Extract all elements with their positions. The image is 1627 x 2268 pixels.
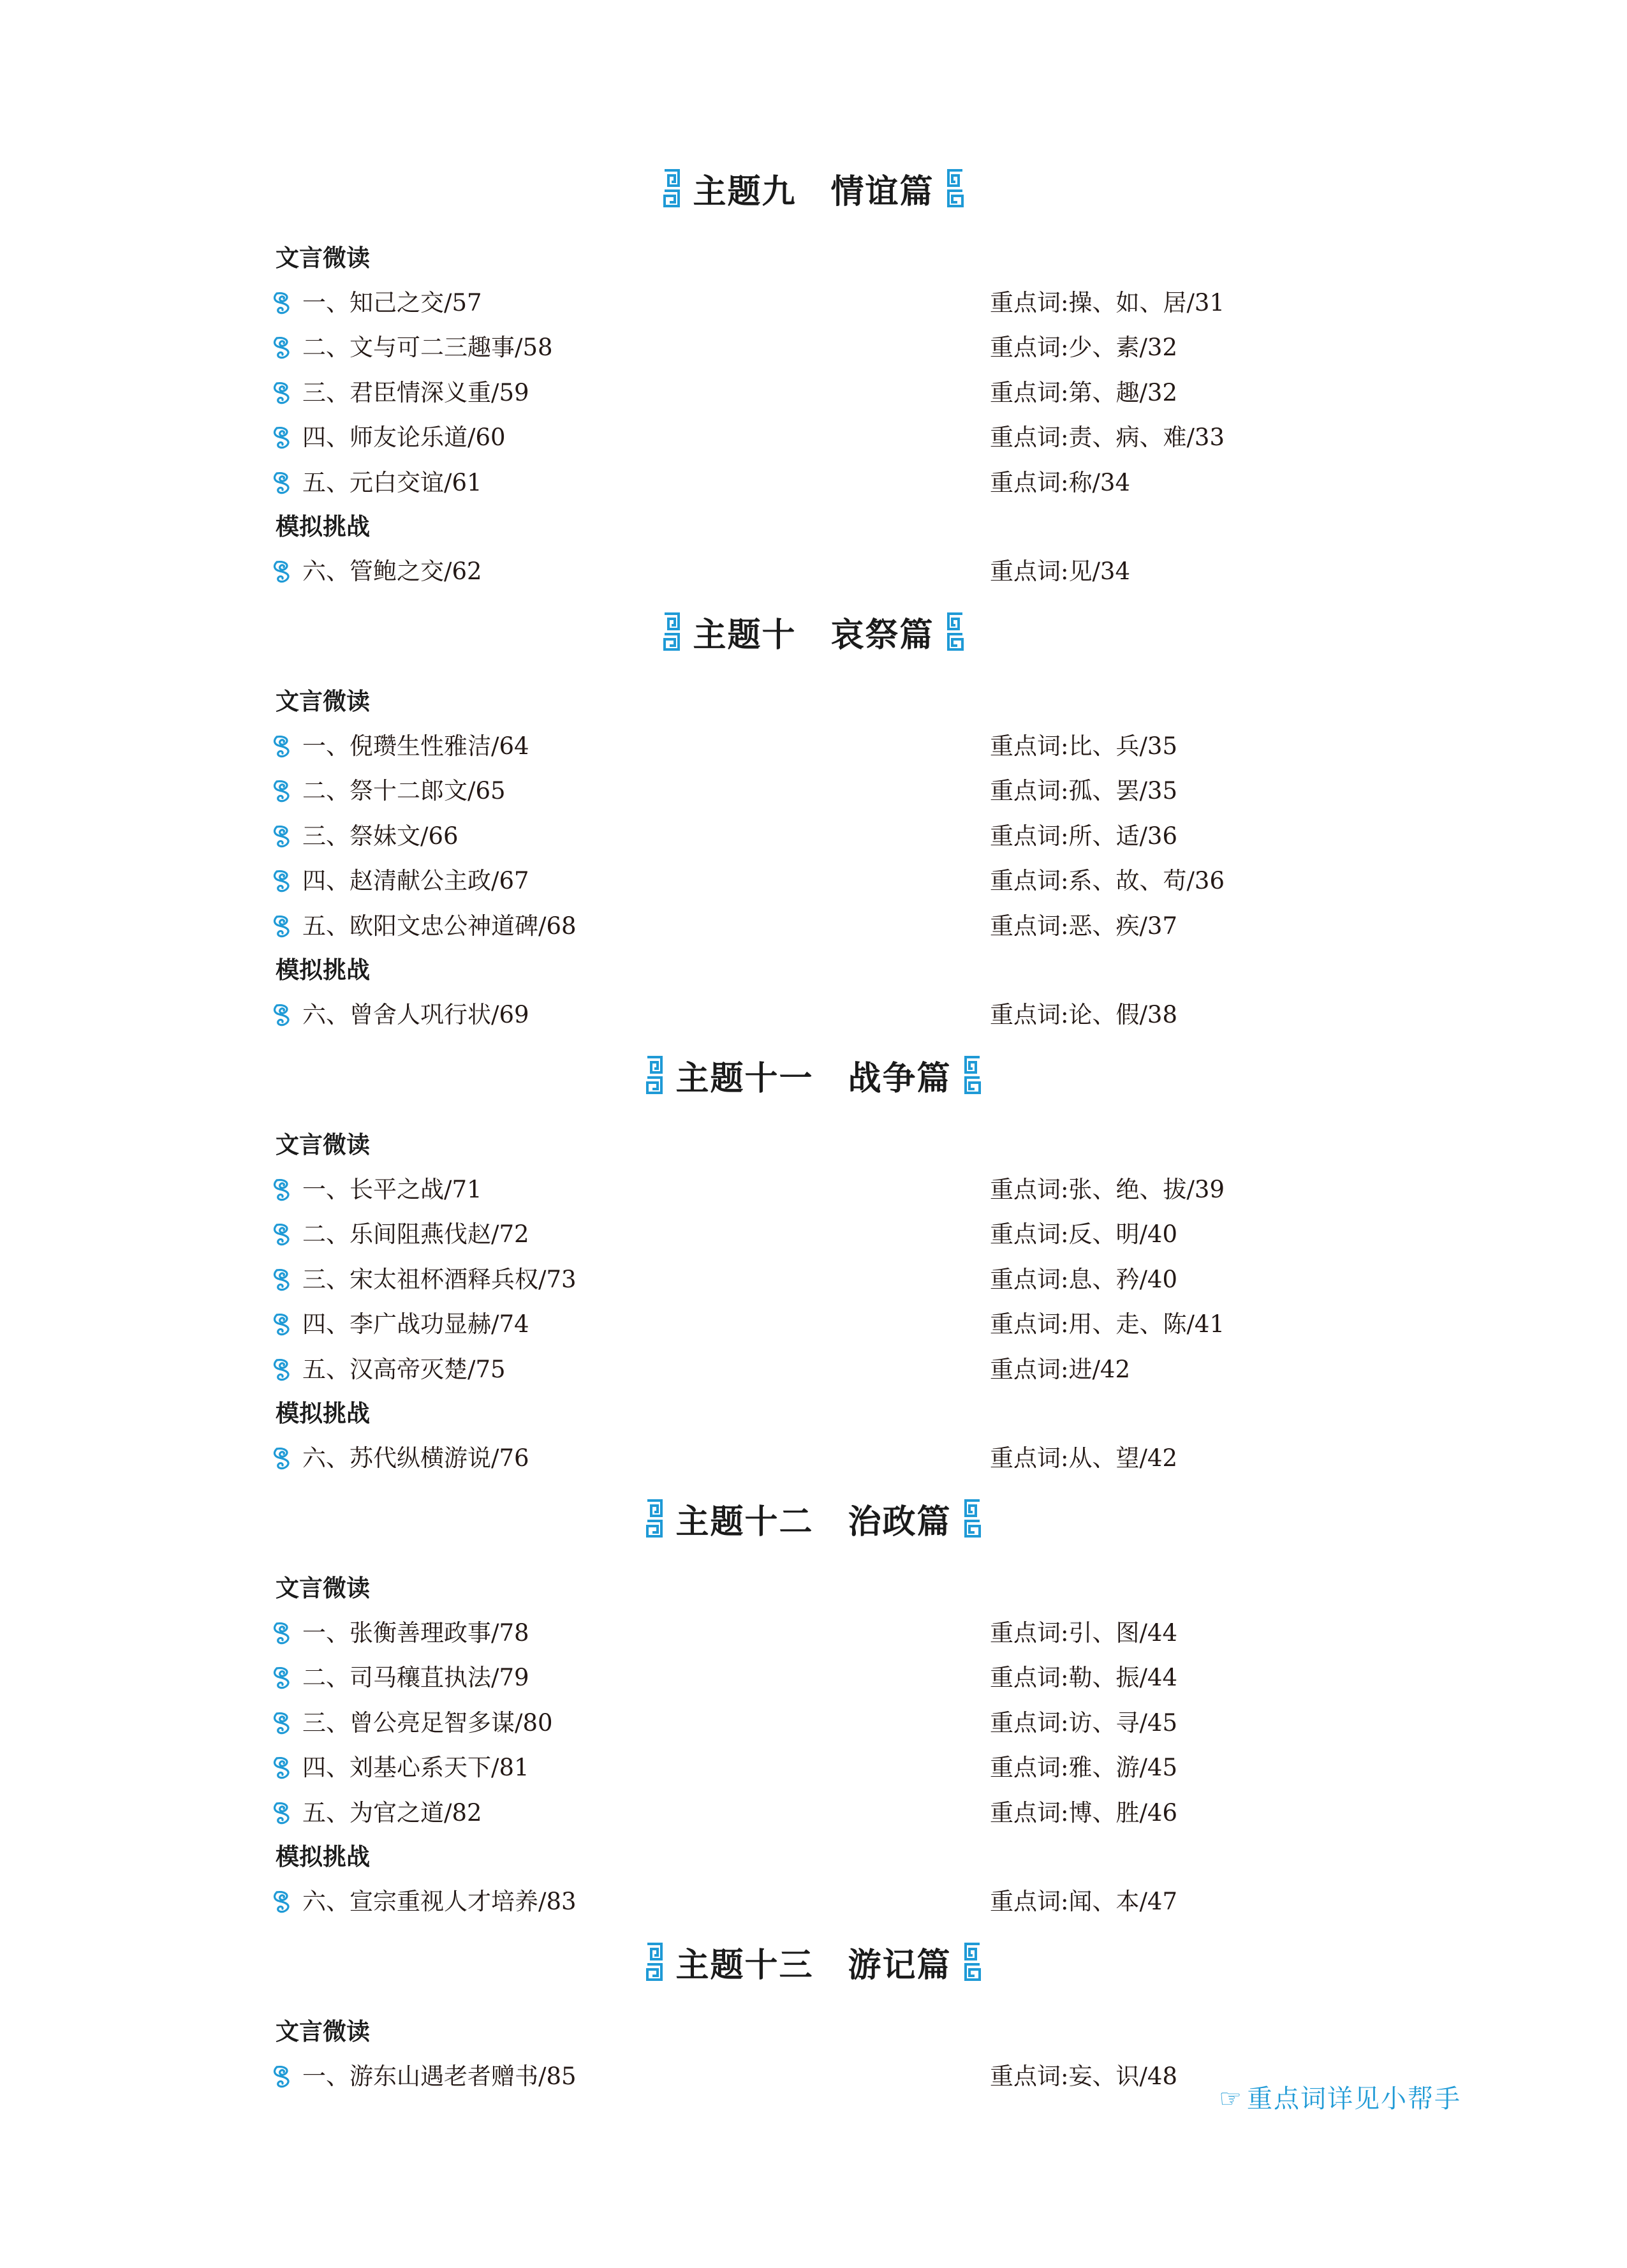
toc-entry[interactable]: [270, 421, 1291, 454]
toc-entry[interactable]: [270, 1707, 1291, 1740]
theme-heading: [0, 1490, 1627, 1547]
entry-key-words: 重点词:论、假/38: [990, 1000, 1178, 1028]
toc-entry[interactable]: [270, 1885, 1291, 1918]
swirl-bullet-icon: [270, 914, 293, 938]
entry-title: 一、长平之战/71: [302, 1175, 482, 1203]
footnote-text: 重点词详见小帮手: [1247, 2084, 1461, 2114]
entry-key-words: 重点词:雅、游/45: [990, 1754, 1178, 1781]
entry-title: 二、文与可二三趣事/58: [302, 334, 553, 361]
fret-ornament-icon: [946, 611, 965, 652]
entry-title: 二、司马穰苴执法/79: [302, 1664, 529, 1691]
entry-title: 四、刘基心系天下/81: [302, 1754, 529, 1781]
entry-title: 一、游东山遇老者赠书/85: [302, 2062, 577, 2090]
entry-title: 五、为官之道/82: [302, 1798, 482, 1827]
section-label: 模拟挑战: [276, 1843, 370, 1871]
swirl-bullet-icon: [270, 1358, 293, 1382]
swirl-bullet-icon: [270, 1621, 293, 1645]
entry-title: 六、苏代纵横游说/76: [302, 1444, 529, 1472]
swirl-bullet-icon: [270, 1003, 293, 1027]
swirl-bullet-icon: [270, 779, 293, 803]
theme-heading: [0, 603, 1627, 660]
entry-key-words: 重点词:用、走、陈/41: [990, 1310, 1225, 1338]
toc-entry[interactable]: [270, 331, 1291, 364]
entry-key-words: 重点词:从、望/42: [990, 1444, 1178, 1472]
theme-title: 主题十三 游记篇: [675, 1946, 952, 1985]
swirl-bullet-icon: [270, 560, 293, 584]
section-label: 文言微读: [276, 2018, 370, 2045]
swirl-bullet-icon: [270, 336, 293, 360]
section-label: 文言微读: [276, 1131, 370, 1159]
entry-title: 五、欧阳文忠公神道碑/68: [302, 912, 577, 940]
section-label: 模拟挑战: [276, 956, 370, 984]
entry-key-words: 重点词:勒、振/44: [990, 1664, 1178, 1691]
theme-heading: [0, 159, 1627, 217]
entry-key-words: 重点词:比、兵/35: [990, 732, 1178, 760]
entry-title: 一、知己之交/57: [302, 288, 482, 316]
entry-key-words: 重点词:恶、疾/37: [990, 912, 1178, 940]
entry-key-words: 重点词:孤、罢/35: [990, 777, 1178, 804]
entry-title: 四、李广战功显赫/74: [302, 1310, 529, 1338]
entry-key-words: 重点词:少、素/32: [990, 334, 1178, 361]
entry-title: 二、乐间阻燕伐赵/72: [302, 1220, 529, 1248]
toc-entry[interactable]: [270, 910, 1291, 943]
toc-entry[interactable]: [270, 1661, 1291, 1694]
entry-key-words: 重点词:访、寻/45: [990, 1708, 1178, 1737]
toc-entry[interactable]: [270, 730, 1291, 763]
entry-title: 四、赵清献公主政/67: [302, 867, 529, 894]
toc-entry[interactable]: [270, 1617, 1291, 1650]
fret-ornament-icon: [662, 611, 681, 652]
toc-entry[interactable]: [270, 775, 1291, 808]
entry-key-words: 重点词:所、适/36: [990, 822, 1178, 850]
toc-entry[interactable]: [270, 820, 1291, 853]
entry-key-words: 重点词:引、图/44: [990, 1619, 1178, 1647]
entry-title: 六、曾舍人巩行状/69: [302, 1000, 529, 1028]
entry-key-words: 重点词:妄、识/48: [990, 2062, 1178, 2090]
theme-title: 主题十一 战争篇: [675, 1059, 952, 1098]
entry-key-words: 重点词:进/42: [990, 1355, 1131, 1383]
toc-entry[interactable]: [270, 1442, 1291, 1475]
section-label: 文言微读: [276, 1575, 370, 1602]
theme-title: 主题九 情谊篇: [693, 172, 934, 211]
theme-heading: [0, 1933, 1627, 1990]
swirl-bullet-icon: [270, 869, 293, 893]
toc-entry[interactable]: [270, 376, 1291, 410]
swirl-bullet-icon: [270, 381, 293, 405]
swirl-bullet-icon: [270, 1178, 293, 1202]
entry-title: 六、宣宗重视人才培养/83: [302, 1887, 577, 1915]
swirl-bullet-icon: [270, 291, 293, 315]
swirl-bullet-icon: [270, 1890, 293, 1914]
entry-key-words: 重点词:称/34: [990, 468, 1131, 496]
toc-entry[interactable]: [270, 555, 1291, 588]
fret-ornament-icon: [662, 168, 681, 209]
toc-entry[interactable]: [270, 1797, 1291, 1830]
swirl-bullet-icon: [270, 1666, 293, 1690]
swirl-bullet-icon: [270, 1312, 293, 1337]
fret-ornament-icon: [946, 168, 965, 209]
toc-entry[interactable]: [270, 1173, 1291, 1206]
entry-title: 一、张衡善理政事/78: [302, 1619, 529, 1647]
theme-title: 主题十 哀祭篇: [693, 616, 934, 655]
fret-ornament-icon: [645, 1941, 664, 1982]
swirl-bullet-icon: [270, 1711, 293, 1735]
swirl-bullet-icon: [270, 824, 293, 849]
entry-key-words: 重点词:第、趣/32: [990, 378, 1178, 406]
pointing-hand-icon: ☞: [1219, 2084, 1243, 2114]
entry-key-words: 重点词:见/34: [990, 557, 1131, 585]
fret-ornament-icon: [645, 1498, 664, 1539]
entry-title: 三、宋太祖杯酒释兵权/73: [302, 1265, 577, 1293]
entry-key-words: 重点词:反、明/40: [990, 1220, 1178, 1248]
entry-title: 六、管鲍之交/62: [302, 557, 482, 585]
section-label: 文言微读: [276, 244, 370, 272]
toc-entry[interactable]: [270, 864, 1291, 898]
swirl-bullet-icon: [270, 426, 293, 450]
fret-ornament-icon: [963, 1498, 982, 1539]
entry-title: 三、君臣情深义重/59: [302, 378, 529, 406]
section-label: 文言微读: [276, 688, 370, 715]
swirl-bullet-icon: [270, 734, 293, 759]
entry-title: 三、曾公亮足智多谋/80: [302, 1708, 553, 1737]
swirl-bullet-icon: [270, 1446, 293, 1471]
toc-entry[interactable]: [270, 998, 1291, 1032]
entry-title: 四、师友论乐道/60: [302, 424, 506, 451]
fret-ornament-icon: [645, 1055, 664, 1095]
section-label: 模拟挑战: [276, 513, 370, 540]
entry-key-words: 重点词:闻、本/47: [990, 1887, 1178, 1915]
entry-title: 一、倪瓒生性雅洁/64: [302, 732, 529, 760]
swirl-bullet-icon: [270, 2064, 293, 2089]
toc-entry[interactable]: [270, 1218, 1291, 1251]
entry-key-words: 重点词:责、病、难/33: [990, 424, 1225, 451]
fret-ornament-icon: [963, 1941, 982, 1982]
fret-ornament-icon: [963, 1055, 982, 1095]
entry-key-words: 重点词:系、故、苟/36: [990, 867, 1225, 894]
swirl-bullet-icon: [270, 1222, 293, 1247]
entry-title: 五、汉高帝灭楚/75: [302, 1355, 506, 1383]
swirl-bullet-icon: [270, 471, 293, 495]
toc-entry[interactable]: [270, 2060, 1291, 2093]
swirl-bullet-icon: [270, 1801, 293, 1825]
entry-key-words: 重点词:张、绝、拔/39: [990, 1175, 1225, 1203]
swirl-bullet-icon: [270, 1756, 293, 1780]
entry-key-words: 重点词:操、如、居/31: [990, 288, 1225, 316]
toc-entry[interactable]: [270, 1263, 1291, 1296]
entry-title: 二、祭十二郎文/65: [302, 777, 506, 804]
theme-heading: [0, 1046, 1627, 1104]
entry-title: 三、祭妹文/66: [302, 822, 459, 850]
toc-entry[interactable]: [270, 1353, 1291, 1386]
section-label: 模拟挑战: [276, 1400, 370, 1427]
toc-entry[interactable]: [270, 1308, 1291, 1341]
entry-title: 五、元白交谊/61: [302, 468, 482, 496]
swirl-bullet-icon: [270, 1268, 293, 1292]
entry-key-words: 重点词:息、矜/40: [990, 1265, 1178, 1293]
theme-title: 主题十二 治政篇: [675, 1502, 952, 1541]
toc-entry[interactable]: [270, 466, 1291, 500]
toc-entry[interactable]: [270, 1751, 1291, 1784]
entry-key-words: 重点词:博、胜/46: [990, 1798, 1178, 1827]
toc-entry[interactable]: [270, 286, 1291, 320]
